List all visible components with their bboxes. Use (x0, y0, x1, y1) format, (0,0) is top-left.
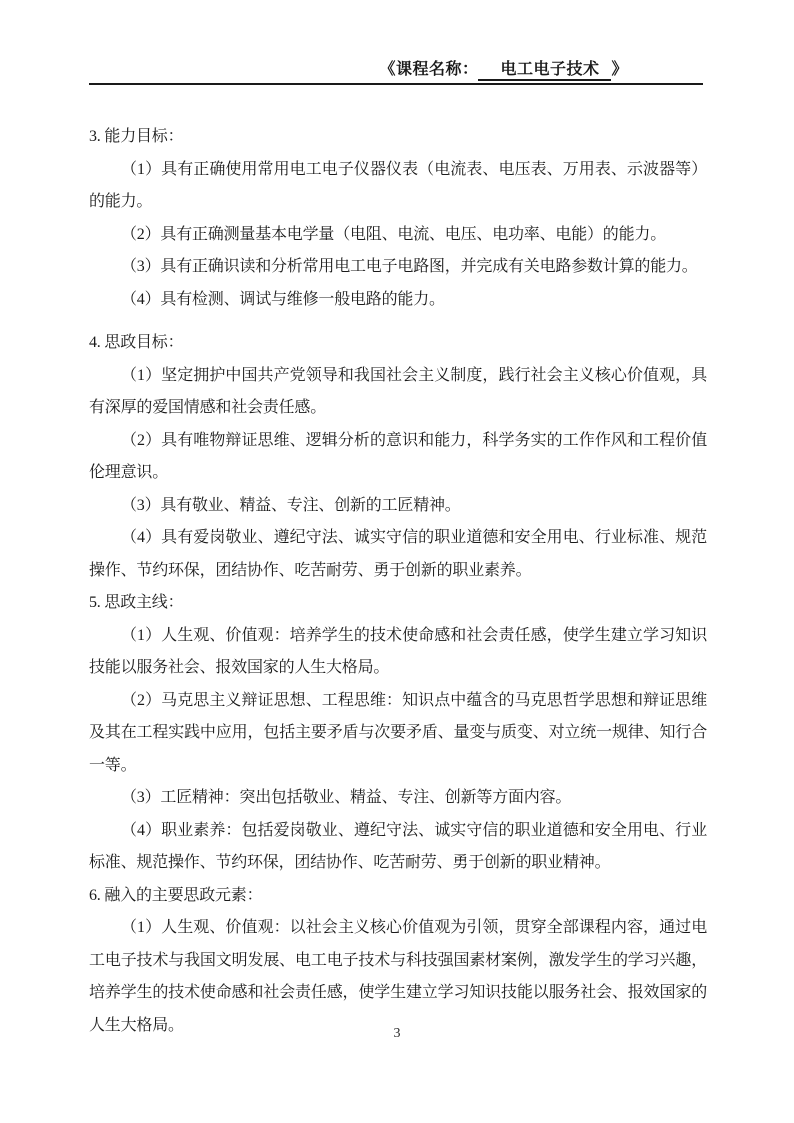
page-number: 3 (393, 1026, 401, 1041)
section-paragraph: （1）具有正确使用常用电工电子仪器仪表（电流表、电压表、万用表、示波器等）的能力。 (89, 160, 707, 210)
section-paragraph: （3）具有正确识读和分析常用电工电子电路图，并完成有关电路参数计算的能力。 (121, 258, 698, 275)
section-paragraph: （4）职业素养：包括爱岗敬业、遵纪守法、诚实守信的职业道德和安全用电、行业标准、规范操作、节约环保，团结协作、吃苦耐劳、勇于创新的职业精神。 (89, 821, 707, 871)
section-heading: 4. 思政目标： (89, 334, 184, 351)
section-paragraph: （2）具有正确测量基本电学量（电阻、电流、电压、电功率、电能）的能力。 (121, 225, 667, 243)
section-paragraph: （3）工匠精神：突出包括敬业、精益、专注、创新等方面内容。 (121, 789, 572, 806)
section-paragraph: （1）人生观、价值观：以社会主义核心价值观为引领，贯穿全部课程内容，通过电工电子技术与我国文明发展、电工电子技术与科技强国素材案例，激发学生的学习兴趣，培养学生的技术使命感和社会责任感，使学生建立学习知识技能以服务社会、报效国家的人生大格局。 (89, 919, 707, 1034)
header-course-name: 电工电子技术 (478, 61, 611, 81)
section-heading: 3. 能力目标： (89, 128, 184, 145)
document-body (89, 121, 707, 1042)
section-paragraph: （1）人生观、价值观：培养学生的技术使命感和社会责任感，使学生建立学习知识技能以服务社会、报效国家的人生大格局。 (89, 626, 707, 676)
page-footer (0, 1026, 794, 1042)
section-heading: 6. 融入的主要思政元素： (89, 886, 263, 904)
page-header (89, 56, 703, 85)
section-paragraph: （2）具有唯物辩证思维、逻辑分析的意识和能力，科学务实的工作作风和工程价值伦理意识。 (89, 431, 707, 481)
section-paragraph: （1）坚定拥护中国共产党领导和我国社会主义制度，践行社会主义核心价值观，具有深厚的爱国情感和社会责任感。 (89, 366, 707, 416)
section-heading: 5. 思政主线： (89, 594, 184, 611)
header-close-bracket: 》 (611, 61, 628, 78)
section-paragraph: （4）具有爱岗敬业、遵纪守法、诚实守信的职业道德和安全用电、行业标准、规范操作、节约环保，团结协作、吃苦耐劳、勇于创新的职业素养。 (89, 529, 707, 579)
section-paragraph: （3）具有敬业、精益、专注、创新的工匠精神。 (121, 496, 461, 514)
header-course-label: 《课程名称： (379, 61, 479, 78)
section-paragraph: （2）马克思主义辩证思想、工程思维：知识点中蕴含的马克思哲学思想和辩证思维及其在工程实践中应用，包括主要矛盾与次要矛盾、量变与质变、对立统一规律、知行合一等。 (89, 691, 707, 774)
section-paragraph: （4）具有检测、调试与维修一般电路的能力。 (121, 290, 445, 308)
